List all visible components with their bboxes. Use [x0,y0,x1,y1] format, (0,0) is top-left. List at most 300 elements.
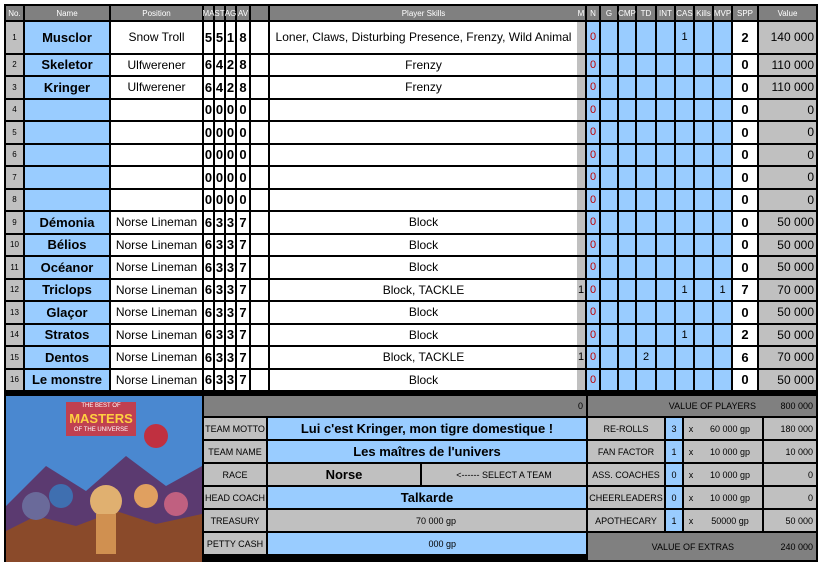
player-cas-cell[interactable] [676,212,693,233]
player-cas-cell[interactable] [676,257,693,278]
player-td-cell[interactable] [637,325,655,346]
player-int-cell[interactable] [657,145,674,166]
player-n-cell[interactable]: 0 [587,280,599,301]
player-av-cell[interactable]: 8 [237,55,249,76]
player-spacer-cell [251,325,268,346]
player-ma-cell[interactable]: 6 [204,370,213,391]
player-int-cell[interactable] [657,325,674,346]
player-ag-cell[interactable]: 3 [226,325,235,346]
player-value-cell[interactable]: 140 000 [759,22,816,53]
player-cmp-cell[interactable] [619,347,635,368]
player-mvp-cell[interactable] [714,190,731,211]
player-av-cell[interactable]: 0 [237,190,249,211]
player-cmp-cell[interactable] [619,122,635,143]
player-td-cell[interactable] [637,280,655,301]
player-st-cell[interactable]: 0 [215,145,224,166]
player-name-cell[interactable]: Glaçor [25,302,109,323]
player-cas-cell[interactable] [676,347,693,368]
player-m-cell[interactable] [577,212,585,233]
player-kills-cell[interactable] [695,370,712,391]
player-value-cell[interactable]: 0 [759,190,816,211]
player-int-cell[interactable] [657,100,674,121]
player-name-cell[interactable] [25,100,109,121]
player-spp-cell[interactable]: 6 [733,347,757,368]
player-spp-cell[interactable]: 0 [733,212,757,233]
player-cmp-cell[interactable] [619,212,635,233]
player-int-cell[interactable] [657,347,674,368]
player-mvp-cell[interactable] [714,212,731,233]
player-name-cell[interactable] [25,167,109,188]
player-m-cell[interactable]: 1 [577,280,585,301]
player-ma-cell[interactable]: 6 [204,235,213,256]
player-position-cell[interactable]: Snow Troll [111,22,202,53]
player-kills-cell[interactable] [695,190,712,211]
player-spp-cell[interactable]: 0 [733,77,757,98]
extra-count[interactable]: 0 [666,487,682,508]
player-td-cell[interactable] [637,77,655,98]
player-spp-cell[interactable]: 0 [733,257,757,278]
player-int-cell[interactable] [657,55,674,76]
player-mvp-cell[interactable] [714,100,731,121]
player-ag-cell[interactable]: 0 [226,145,235,166]
player-ag-cell[interactable]: 2 [226,55,235,76]
player-cmp-cell[interactable] [619,167,635,188]
extra-count[interactable]: 3 [666,418,682,439]
player-g-cell[interactable] [601,167,617,188]
player-kills-cell[interactable] [695,145,712,166]
player-ag-cell[interactable]: 3 [226,280,235,301]
player-td-cell[interactable] [637,22,655,53]
player-st-cell[interactable]: 4 [215,55,224,76]
player-cas-cell[interactable] [676,190,693,211]
player-ma-cell[interactable]: 6 [204,347,213,368]
player-position-cell[interactable] [111,122,202,143]
player-mvp-cell[interactable] [714,22,731,53]
player-name-cell[interactable] [25,122,109,143]
player-name-cell[interactable]: Dentos [25,347,109,368]
player-value-cell[interactable]: 50 000 [759,302,816,323]
player-ma-cell[interactable]: 0 [204,145,213,166]
player-td-cell[interactable] [637,100,655,121]
player-n-cell[interactable]: 0 [587,257,599,278]
player-value-cell[interactable]: 70 000 [759,347,816,368]
player-kills-cell[interactable] [695,347,712,368]
player-spp-cell[interactable]: 0 [733,370,757,391]
player-g-cell[interactable] [601,190,617,211]
player-int-cell[interactable] [657,257,674,278]
player-g-cell[interactable] [601,347,617,368]
player-cas-cell[interactable] [676,235,693,256]
player-n-cell[interactable]: 0 [587,122,599,143]
player-value-cell[interactable]: 0 [759,167,816,188]
player-m-cell[interactable] [577,122,585,143]
player-name-cell[interactable]: Musclor [25,22,109,53]
player-m-cell[interactable] [577,370,585,391]
player-mvp-cell[interactable]: 1 [714,280,731,301]
player-spp-cell[interactable]: 0 [733,235,757,256]
head-coach-value[interactable]: Talkarde [268,487,586,508]
player-ag-cell[interactable]: 0 [226,190,235,211]
player-spp-cell[interactable]: 0 [733,302,757,323]
player-position-cell[interactable]: Norse Lineman [111,257,202,278]
player-position-cell[interactable] [111,145,202,166]
player-name-cell[interactable]: Stratos [25,325,109,346]
player-position-cell[interactable]: Ulfwerener [111,77,202,98]
player-value-cell[interactable]: 0 [759,122,816,143]
player-m-cell[interactable]: 1 [577,347,585,368]
player-av-cell[interactable]: 0 [237,122,249,143]
player-position-cell[interactable]: Ulfwerener [111,55,202,76]
player-value-cell[interactable]: 110 000 [759,77,816,98]
player-m-cell[interactable] [577,325,585,346]
player-cmp-cell[interactable] [619,257,635,278]
player-ma-cell[interactable]: 0 [204,100,213,121]
player-value-cell[interactable]: 50 000 [759,257,816,278]
extra-count[interactable]: 1 [666,510,682,531]
player-ag-cell[interactable]: 3 [226,212,235,233]
player-spp-cell[interactable]: 0 [733,55,757,76]
player-st-cell[interactable]: 0 [215,190,224,211]
player-av-cell[interactable]: 0 [237,145,249,166]
player-cas-cell[interactable] [676,55,693,76]
player-name-cell[interactable]: Skeletor [25,55,109,76]
player-name-cell[interactable]: Démonia [25,212,109,233]
player-mvp-cell[interactable] [714,167,731,188]
player-name-cell[interactable]: Triclops [25,280,109,301]
player-mvp-cell[interactable] [714,347,731,368]
player-cmp-cell[interactable] [619,302,635,323]
player-cas-cell[interactable] [676,122,693,143]
player-st-cell[interactable]: 0 [215,167,224,188]
player-av-cell[interactable]: 8 [237,22,249,53]
player-spp-cell[interactable]: 0 [733,190,757,211]
player-kills-cell[interactable] [695,325,712,346]
player-name-cell[interactable]: Océanor [25,257,109,278]
player-kills-cell[interactable] [695,100,712,121]
player-ma-cell[interactable]: 6 [204,212,213,233]
player-av-cell[interactable]: 7 [237,302,249,323]
player-av-cell[interactable]: 7 [237,212,249,233]
player-td-cell[interactable] [637,190,655,211]
player-g-cell[interactable] [601,280,617,301]
player-ma-cell[interactable]: 6 [204,280,213,301]
player-value-cell[interactable]: 0 [759,100,816,121]
player-m-cell[interactable] [577,190,585,211]
player-value-cell[interactable]: 50 000 [759,235,816,256]
player-cas-cell[interactable] [676,145,693,166]
player-st-cell[interactable]: 3 [215,302,224,323]
player-name-cell[interactable] [25,190,109,211]
player-cas-cell[interactable] [676,302,693,323]
player-m-cell[interactable] [577,55,585,76]
player-int-cell[interactable] [657,167,674,188]
player-ma-cell[interactable]: 6 [204,257,213,278]
player-skills-cell[interactable]: Frenzy [270,55,577,76]
player-spp-cell[interactable]: 0 [733,167,757,188]
player-spp-cell[interactable]: 0 [733,145,757,166]
player-skills-cell[interactable] [270,145,577,166]
player-value-cell[interactable]: 50 000 [759,370,816,391]
player-m-cell[interactable] [577,302,585,323]
player-position-cell[interactable] [111,100,202,121]
player-skills-cell[interactable] [270,167,577,188]
player-ma-cell[interactable]: 0 [204,122,213,143]
player-int-cell[interactable] [657,77,674,98]
player-g-cell[interactable] [601,122,617,143]
player-n-cell[interactable]: 0 [587,77,599,98]
player-ma-cell[interactable]: 0 [204,167,213,188]
player-skills-cell[interactable]: Block [270,325,577,346]
player-td-cell[interactable] [637,55,655,76]
player-m-cell[interactable] [577,167,585,188]
player-cas-cell[interactable] [676,100,693,121]
team-name-value[interactable]: Les maîtres de l'univers [268,441,586,462]
player-n-cell[interactable]: 0 [587,55,599,76]
player-position-cell[interactable]: Norse Lineman [111,347,202,368]
player-kills-cell[interactable] [695,280,712,301]
player-ma-cell[interactable]: 6 [204,325,213,346]
player-mvp-cell[interactable] [714,145,731,166]
player-spp-cell[interactable]: 2 [733,22,757,53]
player-g-cell[interactable] [601,77,617,98]
player-td-cell[interactable] [637,145,655,166]
player-st-cell[interactable]: 0 [215,100,224,121]
player-spp-cell[interactable]: 2 [733,325,757,346]
player-cas-cell[interactable] [676,370,693,391]
player-name-cell[interactable] [25,145,109,166]
player-skills-cell[interactable]: Block [270,212,577,233]
player-n-cell[interactable]: 0 [587,212,599,233]
player-kills-cell[interactable] [695,167,712,188]
player-cmp-cell[interactable] [619,325,635,346]
player-mvp-cell[interactable] [714,55,731,76]
extra-count[interactable]: 0 [666,464,682,485]
player-ag-cell[interactable]: 1 [226,22,235,53]
player-n-cell[interactable]: 0 [587,302,599,323]
player-td-cell[interactable] [637,370,655,391]
player-kills-cell[interactable] [695,235,712,256]
player-av-cell[interactable]: 8 [237,77,249,98]
player-td-cell[interactable] [637,302,655,323]
player-m-cell[interactable] [577,77,585,98]
player-skills-cell[interactable]: Frenzy [270,77,577,98]
player-cmp-cell[interactable] [619,235,635,256]
player-ma-cell[interactable]: 5 [204,22,213,53]
player-skills-cell[interactable]: Block, TACKLE [270,280,577,301]
player-ag-cell[interactable]: 0 [226,100,235,121]
player-value-cell[interactable]: 0 [759,145,816,166]
player-m-cell[interactable] [577,235,585,256]
player-ma-cell[interactable]: 6 [204,55,213,76]
player-m-cell[interactable] [577,257,585,278]
player-g-cell[interactable] [601,257,617,278]
player-ma-cell[interactable]: 6 [204,302,213,323]
player-int-cell[interactable] [657,280,674,301]
player-ag-cell[interactable]: 3 [226,257,235,278]
player-skills-cell[interactable]: Loner, Claws, Disturbing Presence, Frenzy, Wild Animal [270,22,577,53]
player-n-cell[interactable]: 0 [587,190,599,211]
player-n-cell[interactable]: 0 [587,100,599,121]
player-position-cell[interactable]: Norse Lineman [111,235,202,256]
player-position-cell[interactable] [111,190,202,211]
player-value-cell[interactable]: 50 000 [759,325,816,346]
player-ag-cell[interactable]: 0 [226,167,235,188]
player-n-cell[interactable]: 0 [587,325,599,346]
player-st-cell[interactable]: 3 [215,235,224,256]
player-cas-cell[interactable] [676,167,693,188]
player-g-cell[interactable] [601,235,617,256]
player-td-cell[interactable] [637,167,655,188]
player-st-cell[interactable]: 0 [215,122,224,143]
player-g-cell[interactable] [601,370,617,391]
player-cmp-cell[interactable] [619,190,635,211]
player-mvp-cell[interactable] [714,122,731,143]
player-st-cell[interactable]: 3 [215,370,224,391]
player-spp-cell[interactable]: 7 [733,280,757,301]
player-g-cell[interactable] [601,100,617,121]
player-kills-cell[interactable] [695,212,712,233]
player-st-cell[interactable]: 3 [215,347,224,368]
player-cmp-cell[interactable] [619,22,635,53]
player-mvp-cell[interactable] [714,77,731,98]
player-int-cell[interactable] [657,212,674,233]
player-kills-cell[interactable] [695,77,712,98]
player-av-cell[interactable]: 7 [237,325,249,346]
petty-cash-value[interactable]: 000 gp [268,533,586,554]
player-ag-cell[interactable]: 3 [226,370,235,391]
player-av-cell[interactable]: 0 [237,167,249,188]
race-value[interactable]: Norse [268,464,420,485]
player-position-cell[interactable]: Norse Lineman [111,280,202,301]
player-n-cell[interactable]: 0 [587,22,599,53]
player-skills-cell[interactable]: Block, TACKLE [270,347,577,368]
player-n-cell[interactable]: 0 [587,370,599,391]
player-g-cell[interactable] [601,325,617,346]
player-position-cell[interactable]: Norse Lineman [111,370,202,391]
player-mvp-cell[interactable] [714,235,731,256]
player-g-cell[interactable] [601,55,617,76]
player-st-cell[interactable]: 5 [215,22,224,53]
player-int-cell[interactable] [657,302,674,323]
player-kills-cell[interactable] [695,22,712,53]
player-g-cell[interactable] [601,22,617,53]
player-spp-cell[interactable]: 0 [733,100,757,121]
player-m-cell[interactable] [577,22,585,53]
player-name-cell[interactable]: Kringer [25,77,109,98]
player-mvp-cell[interactable] [714,325,731,346]
player-cmp-cell[interactable] [619,100,635,121]
player-ma-cell[interactable]: 6 [204,77,213,98]
player-av-cell[interactable]: 7 [237,257,249,278]
player-st-cell[interactable]: 4 [215,77,224,98]
player-m-cell[interactable] [577,100,585,121]
player-int-cell[interactable] [657,235,674,256]
player-cas-cell[interactable] [676,77,693,98]
player-position-cell[interactable] [111,167,202,188]
player-av-cell[interactable]: 0 [237,100,249,121]
player-skills-cell[interactable] [270,122,577,143]
player-name-cell[interactable]: Bélios [25,235,109,256]
player-mvp-cell[interactable] [714,257,731,278]
player-td-cell[interactable] [637,257,655,278]
player-position-cell[interactable]: Norse Lineman [111,212,202,233]
player-av-cell[interactable]: 7 [237,235,249,256]
player-skills-cell[interactable]: Block [270,257,577,278]
player-st-cell[interactable]: 3 [215,325,224,346]
player-kills-cell[interactable] [695,55,712,76]
player-kills-cell[interactable] [695,257,712,278]
player-skills-cell[interactable]: Block [270,370,577,391]
player-st-cell[interactable]: 3 [215,257,224,278]
extra-count[interactable]: 1 [666,441,682,462]
player-ag-cell[interactable]: 3 [226,347,235,368]
team-motto-value[interactable]: Lui c'est Kringer, mon tigre domestique ! [268,418,586,439]
player-name-cell[interactable]: Le monstre [25,370,109,391]
player-cmp-cell[interactable] [619,77,635,98]
player-ag-cell[interactable]: 3 [226,235,235,256]
player-td-cell[interactable] [637,212,655,233]
player-ag-cell[interactable]: 2 [226,77,235,98]
player-skills-cell[interactable] [270,100,577,121]
player-mvp-cell[interactable] [714,302,731,323]
player-g-cell[interactable] [601,302,617,323]
player-skills-cell[interactable]: Block [270,235,577,256]
player-kills-cell[interactable] [695,122,712,143]
player-value-cell[interactable]: 50 000 [759,212,816,233]
player-td-cell[interactable] [637,122,655,143]
player-st-cell[interactable]: 3 [215,280,224,301]
player-av-cell[interactable]: 7 [237,370,249,391]
player-n-cell[interactable]: 0 [587,347,599,368]
player-cas-cell[interactable]: 1 [676,325,693,346]
player-ag-cell[interactable]: 0 [226,122,235,143]
player-skills-cell[interactable] [270,190,577,211]
player-cmp-cell[interactable] [619,280,635,301]
player-av-cell[interactable]: 7 [237,280,249,301]
player-n-cell[interactable]: 0 [587,235,599,256]
player-n-cell[interactable]: 0 [587,167,599,188]
player-av-cell[interactable]: 7 [237,347,249,368]
player-td-cell[interactable] [637,235,655,256]
player-kills-cell[interactable] [695,302,712,323]
player-cmp-cell[interactable] [619,55,635,76]
treasury-value[interactable]: 70 000 gp [268,510,586,531]
player-position-cell[interactable]: Norse Lineman [111,302,202,323]
player-int-cell[interactable] [657,22,674,53]
player-n-cell[interactable]: 0 [587,145,599,166]
player-int-cell[interactable] [657,370,674,391]
player-cmp-cell[interactable] [619,145,635,166]
player-spp-cell[interactable]: 0 [733,122,757,143]
player-cmp-cell[interactable] [619,370,635,391]
player-mvp-cell[interactable] [714,370,731,391]
player-position-cell[interactable]: Norse Lineman [111,325,202,346]
player-g-cell[interactable] [601,145,617,166]
player-g-cell[interactable] [601,212,617,233]
player-ma-cell[interactable]: 0 [204,190,213,211]
player-cas-cell[interactable]: 1 [676,22,693,53]
player-cas-cell[interactable]: 1 [676,280,693,301]
player-value-cell[interactable]: 70 000 [759,280,816,301]
player-int-cell[interactable] [657,122,674,143]
player-td-cell[interactable]: 2 [637,347,655,368]
player-skills-cell[interactable]: Block [270,302,577,323]
player-m-cell[interactable] [577,145,585,166]
player-st-cell[interactable]: 3 [215,212,224,233]
player-value-cell[interactable]: 110 000 [759,55,816,76]
player-int-cell[interactable] [657,190,674,211]
player-ag-cell[interactable]: 3 [226,302,235,323]
